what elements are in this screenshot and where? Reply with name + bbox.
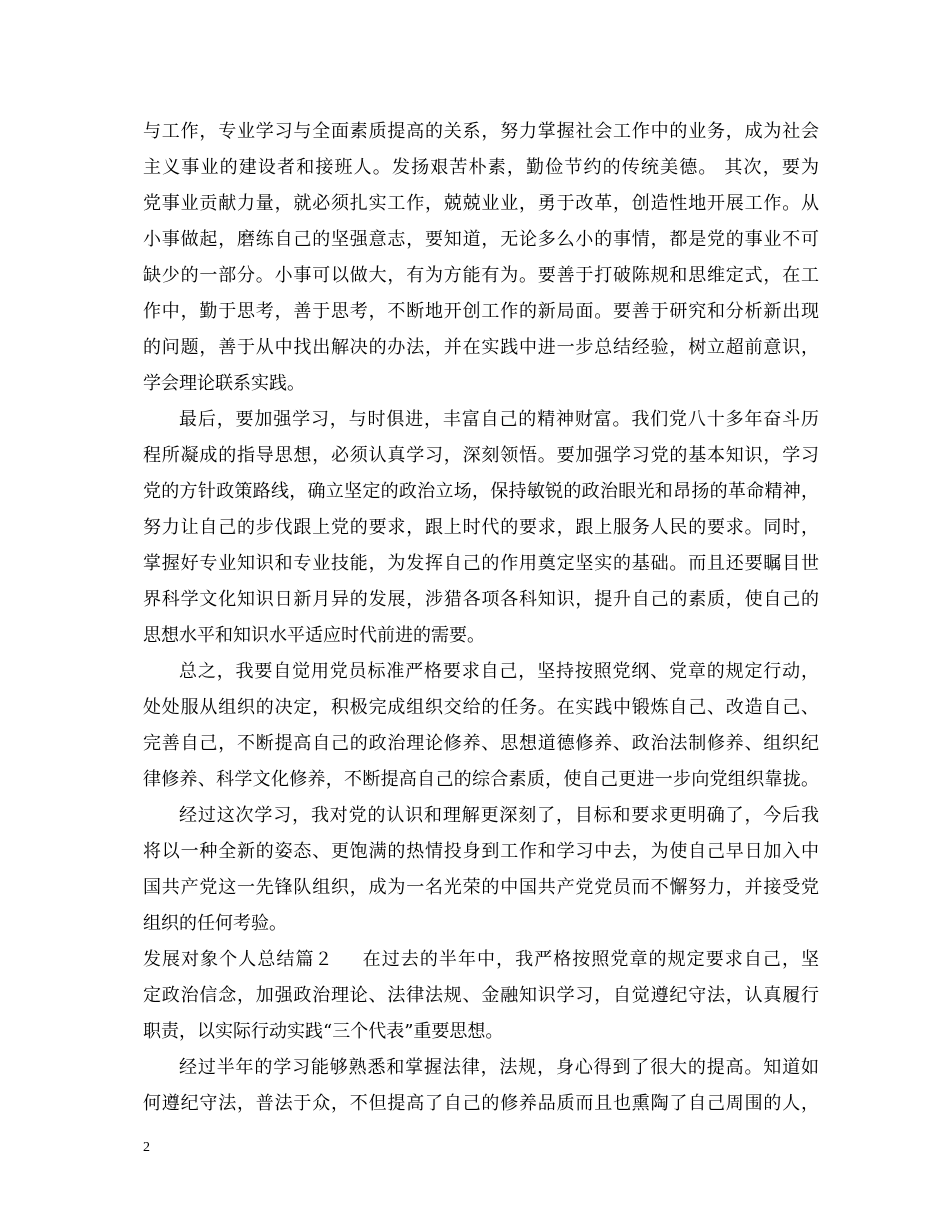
text-line: 主义事业的建设者和接班人。发扬艰苦朴素，勤俭节约的传统美德。 其次，要为 (143, 157, 819, 178)
text-line: 完善自己，不断提高自己的政治理论修养、思想道德修养、政治法制修养、组织纪 (143, 733, 819, 754)
paragraphs-before (143, 114, 819, 942)
text-line: 经过这次学习，我对党的认识和理解更深刻了，目标和要求更明确了，今后我 (179, 805, 819, 826)
text-line: 缺少的一部分。小事可以做大，有为方能有为。要善于打破陈规和思维定式，在工 (143, 265, 819, 286)
text-line: 职责，以实际行动实践“三个代表”重要思想。 (143, 1021, 504, 1042)
heading-line (143, 942, 819, 978)
text-line: 作中，勤于思考，善于思考，不断地开创工作的新局面。要善于研究和分析新出现 (143, 301, 819, 322)
text-line: 思想水平和知识水平适应时代前进的需要。 (143, 625, 485, 646)
text-line: 何遵纪守法，普法于众，不但提高了自己的修养品质而且也熏陶了自己周围的人， (143, 1093, 819, 1114)
text-line: 定政治信念，加强政治理论、法律法规、金融知识学习，自觉遵纪守法，认真履行 (143, 985, 819, 1006)
text-line: 的问题，善于从中找出解决的办法，并在实践中进一步总结经验，树立超前意识， (143, 337, 819, 358)
text-line: 掌握好专业知识和专业技能，为发挥自己的作用奠定坚实的基础。而且还要瞩目世 (143, 553, 819, 574)
text-line: 学会理论联系实践。 (143, 373, 305, 394)
section-first-text: 在过去的半年中，我严格按照党章的规定要求自己，坚 (361, 949, 820, 970)
text-line: 程所凝成的指导思想，必须认真学习，深刻领悟。要加强学习党的基本知识，学习 (143, 445, 819, 466)
text-line: 与工作，专业学习与全面素质提高的关系，努力掌握社会工作中的业务，成为社会 (143, 121, 819, 142)
paragraphs-after (143, 978, 819, 1122)
text-line: 国共产党这一先锋队组织，成为一名光荣的中国共产党党员而不懈努力，并接受党 (143, 877, 819, 898)
text-line: 党的方针政策路线，确立坚定的政治立场，保持敏锐的政治眼光和昂扬的革命精神， (143, 481, 819, 502)
text-line: 党事业贡献力量，就必须扎实工作，兢兢业业，勇于改革，创造性地开展工作。从 (143, 193, 819, 214)
text-line: 小事做起，磨练自己的坚强意志，要知道，无论多么小的事情，都是党的事业不可 (143, 229, 819, 250)
section-title: 发展对象个人总结篇２ (143, 949, 334, 970)
text-line: 最后，要加强学习，与时俱进，丰富自己的精神财富。我们党八十多年奋斗历 (179, 409, 819, 430)
body-text (143, 114, 819, 1122)
text-line: 律修养、科学文化修养，不断提高自己的综合素质，使自己更进一步向党组织靠拢。 (143, 769, 819, 790)
page-number: 2 (143, 1140, 150, 1155)
text-line: 处处服从组织的决定，积极完成组织交给的任务。在实践中锻炼自己、改造自己、 (143, 697, 819, 718)
text-line: 界科学文化知识日新月异的发展，涉猎各项各科知识，提升自己的素质，使自己的 (143, 589, 819, 610)
text-line: 经过半年的学习能够熟悉和掌握法律，法规，身心得到了很大的提高。知道如 (179, 1057, 819, 1078)
text-line: 努力让自己的步伐跟上党的要求，跟上时代的要求，跟上服务人民的要求。同时， (143, 517, 819, 538)
text-line: 组织的任何考验。 (143, 913, 287, 934)
text-line: 将以一种全新的姿态、更饱满的热情投身到工作和学习中去，为使自己早日加入中 (143, 841, 819, 862)
text-line: 总之，我要自觉用党员标准严格要求自己，坚持按照党纲、党章的规定行动， (179, 661, 819, 682)
